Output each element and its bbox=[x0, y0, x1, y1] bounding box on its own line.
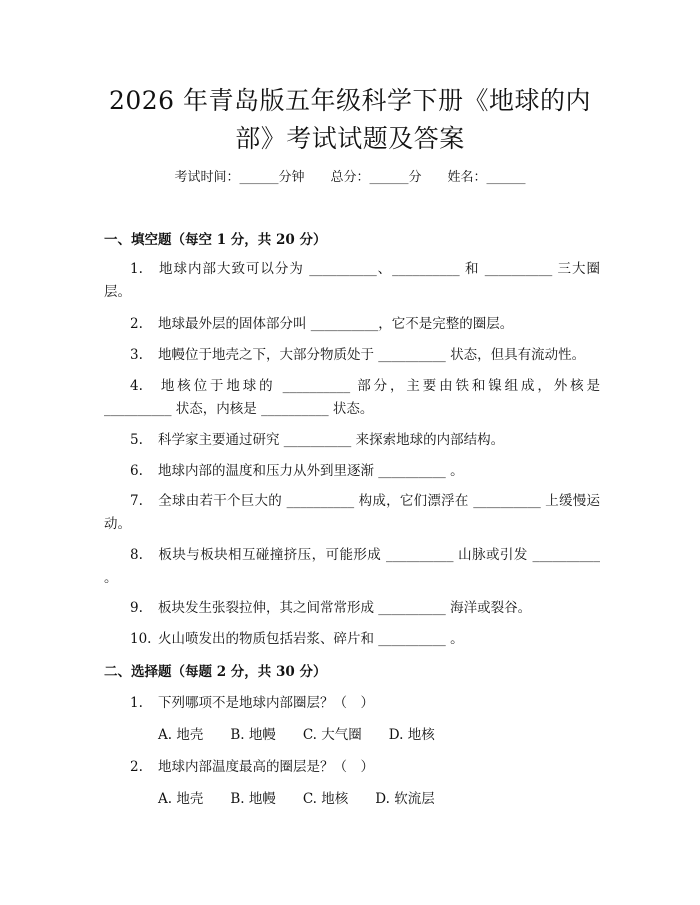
question-number: 2. bbox=[130, 759, 143, 775]
question-text: 下列哪项不是地球内部圈层？（ ） bbox=[158, 695, 374, 711]
question-number: 6. bbox=[130, 463, 143, 479]
question-text: 板块发生张裂拉伸，其之间常常形成 __________ 海洋或裂谷。 bbox=[158, 600, 532, 616]
fill-question-8 bbox=[104, 544, 600, 590]
title-line-1: 2026 年青岛版五年级科学下册《地球的内 bbox=[108, 86, 592, 115]
question-text: 地核位于地球的 __________ 部分，主要由铁和镍组成，外核是 __________ 状态，内核是 __________ 状态。 bbox=[104, 378, 600, 417]
fill-question-7 bbox=[104, 490, 600, 536]
fill-question-10 bbox=[104, 628, 600, 651]
question-text: 科学家主要通过研究 __________ 来探索地球的内部结构。 bbox=[158, 432, 505, 448]
question-number: 8. bbox=[130, 547, 143, 563]
question-text: 地球内部温度最高的圈层是？（ ） bbox=[158, 759, 374, 775]
choice-options-1: A. 地壳 B. 地幔 C. 大气圈 D. 地核 bbox=[158, 727, 435, 743]
question-text: 地幔位于地壳之下，大部分物质处于 __________ 状态，但具有流动性。 bbox=[158, 347, 586, 363]
question-text: 板块与板块相互碰撞挤压，可能形成 __________ 山脉或引发 __________ 。 bbox=[104, 547, 600, 586]
question-text: 地球最外层的固体部分叫 __________，它不是完整的圈层。 bbox=[158, 316, 514, 332]
question-number: 4. bbox=[130, 378, 143, 394]
choice-options-2: A. 地壳 B. 地幔 C. 地核 D. 软流层 bbox=[158, 791, 435, 807]
fill-question-4 bbox=[104, 375, 600, 421]
title-line-2: 部》考试试题及答案 bbox=[235, 124, 465, 153]
question-text: 全球由若干个巨大的 __________ 构成，它们漂浮在 __________ 上缓慢运动。 bbox=[104, 493, 600, 532]
question-number: 2. bbox=[130, 316, 143, 332]
fill-question-3 bbox=[104, 344, 600, 367]
question-text: 地球内部的温度和压力从外到里逐渐 __________ 。 bbox=[158, 463, 464, 479]
fill-question-2 bbox=[104, 313, 600, 336]
fill-question-1 bbox=[104, 258, 600, 304]
fill-question-5 bbox=[104, 429, 600, 452]
question-text: 地球内部大致可以分为 __________、__________ 和 __________ 三大圈层。 bbox=[104, 261, 600, 300]
choice-question-1 bbox=[104, 692, 600, 715]
fill-question-9 bbox=[104, 597, 600, 620]
exam-meta: 考试时间：______分钟 总分：______分 姓名：______ bbox=[174, 170, 526, 185]
question-number: 7. bbox=[130, 493, 143, 509]
question-number: 10. bbox=[130, 631, 152, 647]
question-number: 9. bbox=[130, 600, 143, 616]
question-number: 5. bbox=[130, 432, 143, 448]
section-fill-in-title: 一、填空题（每空 1 分，共 20 分） bbox=[104, 232, 327, 248]
fill-question-6 bbox=[104, 460, 600, 483]
section-choice-title: 二、选择题（每题 2 分，共 30 分） bbox=[104, 664, 327, 680]
question-text: 火山喷发出的物质包括岩浆、碎片和 __________ 。 bbox=[158, 631, 464, 647]
choice-question-2 bbox=[104, 756, 600, 779]
question-number: 1. bbox=[130, 261, 143, 277]
question-number: 1. bbox=[130, 695, 143, 711]
page-title bbox=[70, 82, 630, 158]
question-number: 3. bbox=[130, 347, 143, 363]
